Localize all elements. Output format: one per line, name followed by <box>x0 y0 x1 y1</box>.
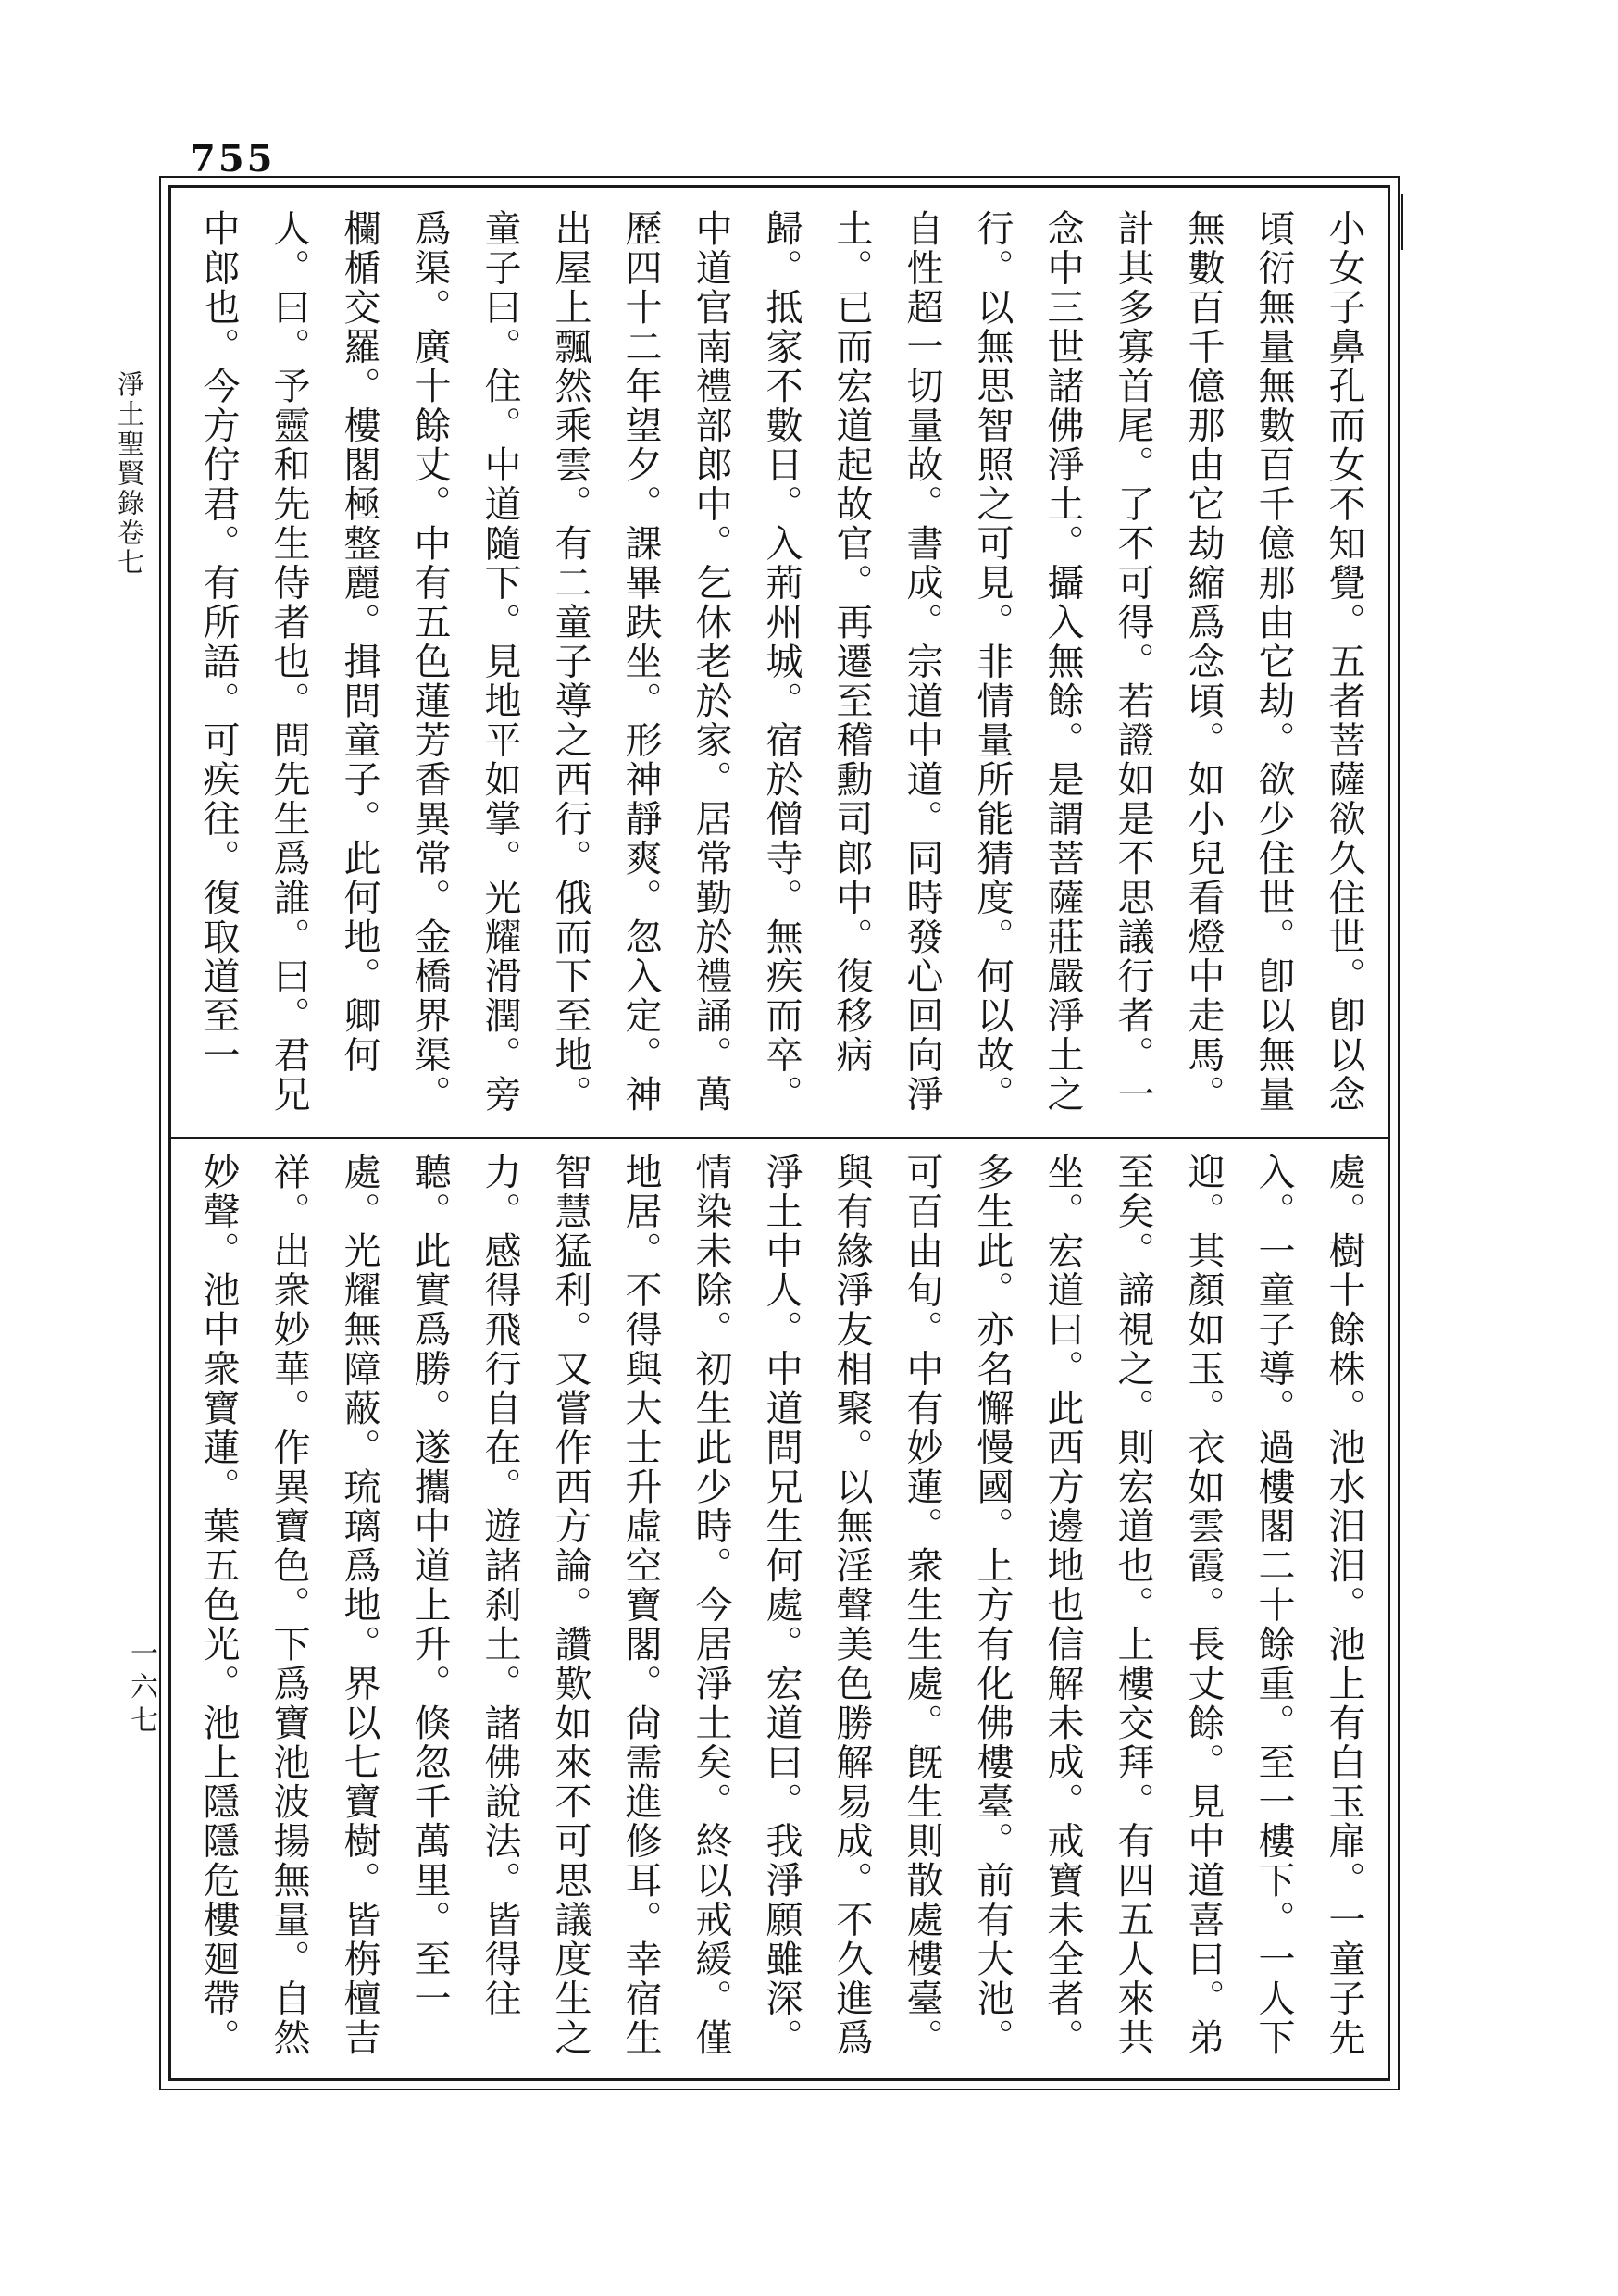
upper-text-block <box>193 209 1370 1121</box>
text-column: 聽。此實爲勝。遂攜中道上升。倏忽千萬里。至一 <box>408 1153 451 2018</box>
text-column: 念中三世諸佛淨土。攝入無餘。是謂菩薩莊嚴淨土之 <box>1041 209 1084 1115</box>
text-column: 入。一童子導。過樓閣二十餘重。至一樓下。一人下 <box>1252 1153 1295 2058</box>
text-column: 處。樹十餘株。池水汨汨。池上有白玉扉。一童子先 <box>1323 1153 1365 2058</box>
text-column: 人。曰。予靈和先生侍者也。問先生爲誰。曰。君兄 <box>268 209 310 1115</box>
text-column: 可百由旬。中有妙蓮。衆生生處。旣生則散處樓臺。 <box>901 1153 943 2058</box>
running-head: 淨土聖賢錄卷七 <box>114 370 145 578</box>
text-column: 情染未除。初生此少時。今居淨土矣。終以戒緩。僅 <box>690 1153 732 2058</box>
text-column: 童子曰。住。中道隨下。見地平如掌。光耀滑潤。旁 <box>479 209 521 1115</box>
text-column: 自性超一切量故。書成。宗道中道。同時發心回向淨 <box>901 209 943 1115</box>
text-column: 出屋上飄然乘雲。有二童子導之西行。俄而下至地。 <box>549 209 591 1115</box>
text-column: 淨土中人。中道問兄生何處。宏道曰。我淨願雖深。 <box>760 1153 803 2058</box>
text-column: 多生此。亦名懈慢國。上方有化佛樓臺。前有大池。 <box>971 1153 1014 2058</box>
register-divider <box>171 1137 1388 1139</box>
margin-mark <box>1401 194 1403 250</box>
text-column: 迎。其顏如玉。衣如雲霞。長丈餘。見中道喜曰。弟 <box>1182 1153 1225 2058</box>
text-column: 土。已而宏道起故官。再遷至稽勳司郎中。復移病 <box>830 209 873 1075</box>
text-column: 智慧猛利。又嘗作西方論。讚歎如來不可思議度生之 <box>549 1153 591 2058</box>
text-column: 坐。宏道曰。此西方邊地也信解未成。戒寶未全者。 <box>1041 1153 1084 2058</box>
text-column: 祥。出衆妙華。作異寶色。下爲寶池波揚無量。自然 <box>268 1153 310 2058</box>
lower-text-block <box>193 1153 1370 2069</box>
text-column: 處。光耀無障蔽。琉璃爲地。界以七寶樹。皆栴檀吉 <box>338 1153 380 2058</box>
text-column: 無數百千億那由它劫縮爲念頃。如小兒看燈中走馬。 <box>1182 209 1225 1115</box>
text-column: 地居。不得與大士升虛空寶閣。尙需進修耳。幸宿生 <box>619 1153 662 2058</box>
text-column: 頃衍無量無數百千億那由它劫。欲少住世。卽以無量 <box>1252 209 1295 1115</box>
text-column: 妙聲。池中衆寶蓮。葉五色光。池上隱隱危樓廻帶。 <box>197 1153 240 2058</box>
text-column: 計其多寡首尾。了不可得。若證如是不思議行者。一 <box>1112 209 1154 1115</box>
text-column: 至矣。諦視之。則宏道也。上樓交拜。有四五人來共 <box>1112 1153 1154 2058</box>
text-column: 歸。抵家不數日。入荊州城。宿於僧寺。無疾而卒。 <box>760 209 803 1115</box>
text-column: 歷四十二年望夕。課畢趺坐。形神靜爽。忽入定。神 <box>619 209 662 1115</box>
text-column: 行。以無思智照之可見。非情量所能猜度。何以故。 <box>971 209 1014 1115</box>
text-column: 小女子鼻孔而女不知覺。五者菩薩欲久住世。卽以念 <box>1323 209 1365 1115</box>
text-column: 與有緣淨友相聚。以無淫聲美色勝解易成。不久進爲 <box>830 1153 873 2058</box>
page-number: 755 <box>190 137 276 181</box>
text-column: 力。感得飛行自在。遊諸刹土。諸佛說法。皆得往 <box>479 1153 521 2018</box>
text-column: 中郎也。今方佇君。有所語。可疾往。復取道至一 <box>197 209 240 1075</box>
text-column: 爲渠。廣十餘丈。中有五色蓮芳香異常。金橋界渠。 <box>408 209 451 1115</box>
folio-number: 一六七 <box>125 1639 157 1739</box>
text-column: 欄楯交羅。樓閣極整麗。揖問童子。此何地。卿何 <box>338 209 380 1075</box>
text-column: 中道官南禮部郎中。乞休老於家。居常勤於禮誦。萬 <box>690 209 732 1115</box>
